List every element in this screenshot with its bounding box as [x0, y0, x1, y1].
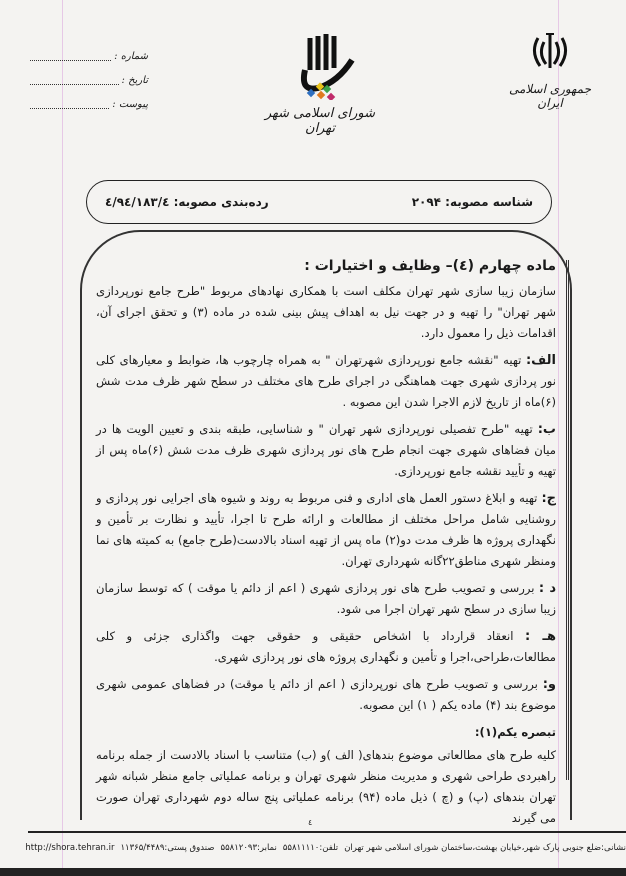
resolution-class	[105, 195, 269, 209]
date-label: تاریخ :	[121, 74, 148, 86]
country-name: جمهوری اسلامی ایران	[508, 82, 592, 110]
margin-line-left	[62, 0, 63, 876]
footer-website[interactable]: http://shora.tehran.ir	[25, 843, 115, 853]
footer-po-box: صندوق پستی:۱۱۳۶۵/۴۴۸۹	[120, 843, 215, 853]
resolution-id-box	[86, 180, 552, 224]
clause-label: ج:	[541, 491, 557, 506]
resolution-id	[412, 195, 533, 209]
footer-divider	[28, 831, 626, 833]
clause-label: د :	[538, 581, 556, 596]
iran-emblem-icon	[530, 30, 570, 74]
clause-text: تهیه و ابلاغ دستور العمل های اداری و فنی مربوط به روند و شیوه های اجرایی نور پردازی و روشنایی شامل مراحل مختلف از مطالعات و ارائه طرح تا اجرا، تأیید و نظارت بر تأمین و نگهداری پروژه ها ظرف مدت دو(۲) ماه پس از تهیه اسناد بالادست(طرح جامع) به کمیته های نما ومنظر شهری مناطق۲۲گانه شهرداری تهران.	[96, 491, 556, 568]
council-name: شورای اسلامی شهر تهران	[264, 106, 376, 136]
resolution-class-label: رده‌بندی مصوبه:	[173, 195, 269, 209]
clause	[96, 419, 556, 482]
footer-fax: نمابر:۵۵۸۱۲۰۹۳	[220, 843, 277, 853]
clause-label: الف:	[525, 353, 556, 368]
dotted-line	[30, 52, 111, 61]
attachment-field	[30, 92, 148, 116]
clause-text: تهیه "طرح تفصیلی نورپردازی شهر تهران " و شناسایی، طبقه بندی و تعیین الویت ها در میان فضاهای شهری جهت انجام طرح های نور پردازی شهری ظرف مدت شش (۶)ماه پس از تهیه و تأیید نقشه جامع نورپردازی.	[96, 422, 556, 478]
dotted-line	[30, 100, 109, 109]
council-logo	[260, 30, 380, 136]
footer	[25, 843, 626, 853]
article-intro: سازمان زیبا سازی شهر تهران مکلف است با همکاری نهادهای مربوط "طرح جامع نورپردازی شهر تهران" را تهیه و در جهت نیل به اهداف پیش بینی شده در ماده (۳) و تحقق اجرای آن، اقدامات ذیل را معمول دارد.	[96, 284, 556, 340]
clause-label: ب:	[537, 422, 556, 437]
iran-emblem	[505, 30, 595, 110]
number-field	[30, 44, 148, 68]
footer-phone: تلفن:۵۵۸۱۱۱۱۰	[282, 843, 339, 853]
clause-text: انعقاد قرارداد با اشخاص حقیقی و حقوقی جهت واگذاری جزئی و کلی مطالعات،طراحی،اجرا و تأمین و نگهداری پروژه های نور پردازی شهری.	[96, 629, 556, 664]
date-field	[30, 68, 148, 92]
frame-border-right	[562, 260, 569, 780]
clause	[96, 488, 556, 572]
resolution-class-value: ٤/٩٤/١٨٣/٤	[105, 195, 170, 209]
clause-label: و:	[542, 677, 556, 692]
clause	[96, 578, 556, 620]
article-body	[96, 256, 556, 835]
dotted-line	[30, 76, 119, 85]
clause-text: بررسی و تصویب طرح های نورپردازی ( اعم از دائم یا موقت) در فضاهای عمومی شهری موضوع بند (۴) ماده یکم ( ۱) این مصوبه.	[96, 677, 556, 712]
footer-address: نشانی:ضلع جنوبی پارک شهر،خیابان بهشت،ساختمان شورای اسلامی شهر تهران	[344, 843, 626, 853]
number-label: شماره :	[114, 50, 148, 62]
council-calligraphy-logo-icon	[280, 30, 360, 100]
article-heading: ماده چهارم (٤)– وظایف و اختیارات :	[304, 258, 556, 274]
scan-edge	[0, 868, 626, 876]
page-number: ٤	[308, 818, 313, 827]
clause	[96, 626, 556, 668]
clause-text: تهیه "نقشه جامع نورپردازی شهرتهران " به همراه چارچوب ها، ضوابط و معیارهای کلی نور پردازی شهری جهت هماهنگی در اجرای طرح های مختلف در سطح شهر ظرف مدت شش (۶)ماه از تاریخ لازم الاجرا شدن این مصوبه .	[96, 353, 556, 409]
resolution-id-label: شناسه مصوبه:	[445, 195, 533, 209]
header-fields	[30, 44, 148, 116]
note-title: تبصره یکم(۱):	[474, 725, 556, 739]
resolution-id-value: ۲۰۹۴	[411, 195, 441, 209]
attachment-label: پیوست :	[112, 98, 148, 110]
note-text: کلیه طرح های مطالعاتی موضوع بندهای( الف )و (ب) متناسب با اسناد بالادست از جمله برنامه راهبردی طراحی شهری و مدیریت منظر شهری تهران و برنامه عملیاتی جامع منظر شبانه شهر تهران بندهای (پ) و (چ ) ذیل ماده (۹۴) برنامه عملیاتی پنج ساله دوم شهرداری تهران صورت می گیرند	[96, 748, 557, 825]
clause	[96, 674, 556, 716]
clause-label: هـ :	[524, 629, 556, 644]
clause	[96, 350, 556, 413]
clause-text: بررسی و تصویب طرح های نور پردازی شهری ( اعم از دائم یا موقت ) که توسط سازمان زیبا سازی در سطح شهر تهران اجرا می شود.	[96, 581, 556, 616]
